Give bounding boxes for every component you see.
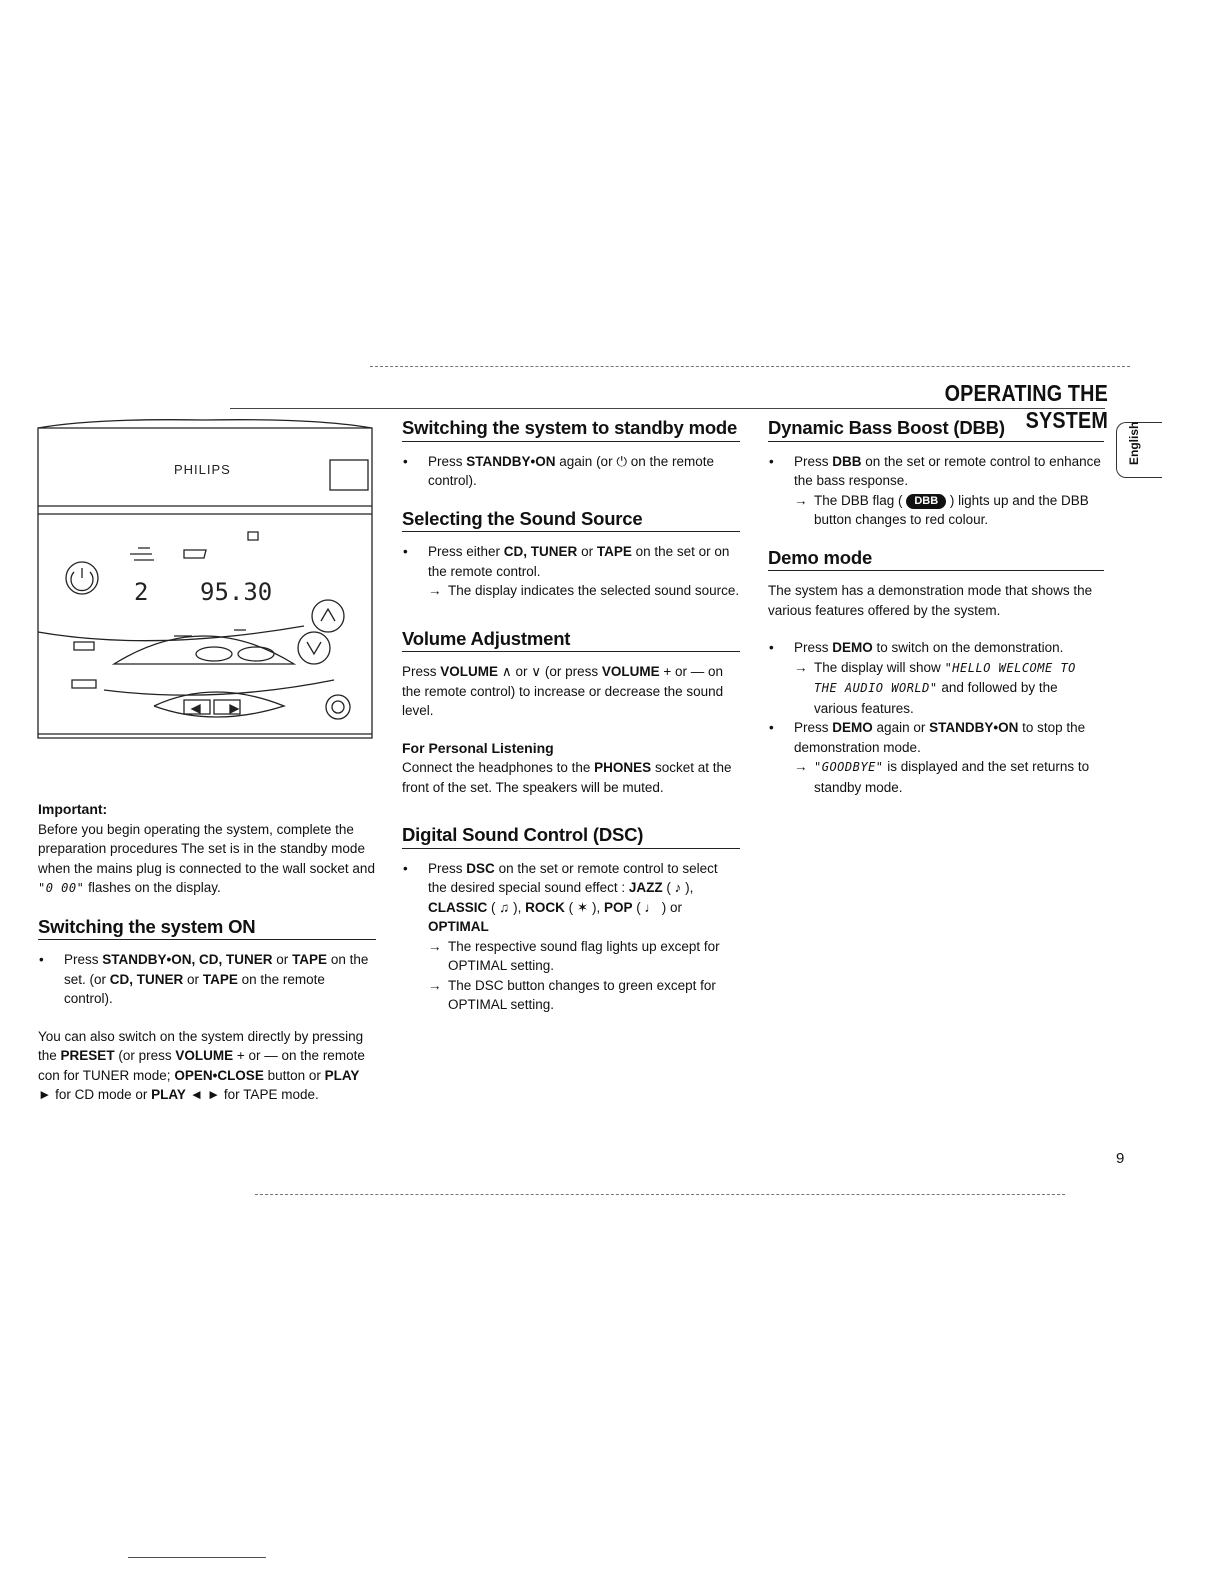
- demo-intro: The system has a demonstration mode that shows the various features offered by the system.: [768, 583, 1093, 618]
- lcd-text: "HELLO WELCOME TO THE AUDIO WORLD": [814, 660, 1076, 695]
- heading-standby: Switching the system to standby mode: [402, 418, 740, 442]
- dbb-flag-icon: DBB: [906, 494, 946, 509]
- device-display-frequency: 95.30: [200, 578, 273, 606]
- page-title: OPERATING THE SYSTEM: [944, 380, 1108, 433]
- scan-line-bottom: [255, 1194, 1065, 1195]
- result-dbb: → The DBB flag ( DBB ) lights up and the DBB button changes to red colour.: [794, 492, 1089, 527]
- result-demo-on: → The display will show "HELLO WELCOME TO THE AUDIO WORLD" and followed by the various features.: [794, 659, 1076, 716]
- heading-sound-source: Selecting the Sound Source: [402, 509, 740, 533]
- left-column: [38, 800, 376, 1105]
- result-sound-source: → The display indicates the selected sound source.: [428, 583, 740, 598]
- language-tab: [1116, 422, 1162, 478]
- language-tab-label: English: [1127, 421, 1141, 465]
- right-column: [768, 418, 1104, 797]
- important-text: Before you begin operating the system, complete the preparation procedures The set is in the standby mode when the mains plug is connected to the wall socket and "0 00" flashes on the display.: [38, 821, 375, 895]
- heading-dbb: Dynamic Bass Boost (DBB): [768, 418, 1104, 442]
- personal-listening-paragraph: Connect the headphones to the PHONES socket at the front of the set. The speakers will be muted.: [402, 760, 732, 795]
- bullet-switch-on: • Press STANDBY•ON, CD, TUNER or TAPE on the set. (or CD, TUNER or TAPE on the remote control).: [38, 950, 376, 1009]
- device-display-preset: 2: [134, 578, 149, 606]
- lcd-text: "0 00": [38, 881, 85, 895]
- result-demo-off: → "GOODBYE" is displayed and the set returns to standby mode.: [794, 759, 1090, 795]
- middle-column: [402, 418, 740, 1015]
- bullet-sound-source: • Press either CD, TUNER or TAPE on the set or on the remote control.: [402, 542, 740, 581]
- lcd-text: "GOODBYE": [814, 760, 884, 774]
- switch-on-paragraph: You can also switch on the system directly by pressing the PRESET (or press VOLUME + or — on the remote con for TUNER mode; OPEN•CLOSE button or PLAY ► for CD mode or PLAY ◄ ► for TAPE mode.: [38, 1028, 365, 1102]
- heading-dsc: Digital Sound Control (DSC): [402, 825, 740, 849]
- footer-rule: [128, 1557, 266, 1558]
- heading-volume: Volume Adjustment: [402, 629, 740, 653]
- device-brand: PHILIPS: [174, 462, 231, 477]
- volume-paragraph: Press VOLUME ∧ or ∨ (or press VOLUME + or — on the remote control) to increase or decrease the sound level.: [402, 664, 724, 718]
- bullet-dsc: • Press DSC on the set or remote control to select the desired special sound effect : JAZZ ( ♪ ), CLASSIC ( ♫ ), ROCK ( ✶ ), POP ( ♩ ) or OPTIMAL: [402, 859, 740, 937]
- bullet-dbb: • Press DBB on the set or remote control to enhance the bass response.: [768, 452, 1104, 491]
- bullet-demo-off: • Press DEMO again or STANDBY•ON to stop the demonstration mode.: [768, 718, 1104, 757]
- scan-line-top: [370, 366, 1130, 367]
- result-dsc-1: → The respective sound flag lights up except for OPTIMAL setting.: [428, 938, 720, 973]
- subheading-personal-listening: For Personal Listening: [402, 739, 554, 756]
- heading-demo: Demo mode: [768, 548, 1104, 572]
- important-label: Important:: [38, 801, 108, 817]
- device-illustration: [34, 418, 376, 752]
- bullet-demo-on: • Press DEMO to switch on the demonstration.: [768, 638, 1104, 658]
- result-dsc-2: → The DSC button changes to green except for OPTIMAL setting.: [428, 977, 716, 1012]
- heading-switch-on: Switching the system ON: [38, 917, 376, 941]
- bullet-standby: • Press STANDBY•ON again (or ⏻ on the remote control).: [402, 452, 740, 491]
- page-number: 9: [1116, 1150, 1125, 1167]
